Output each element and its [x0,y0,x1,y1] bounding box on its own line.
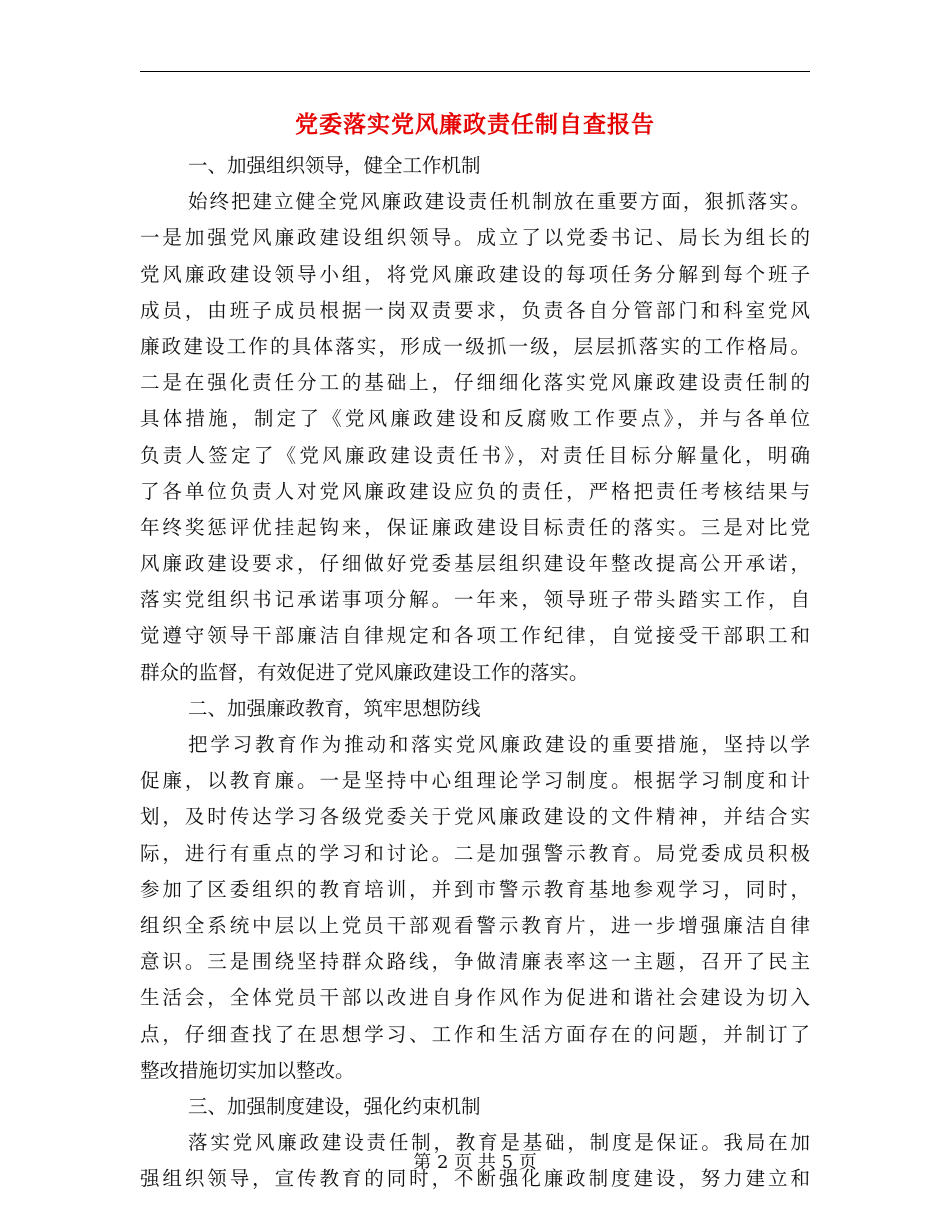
paragraph-line: 负责人签定了《党风廉政建设责任书》，对责任目标分解量化，明确 [140,443,810,467]
paragraph-line: 风廉政建设要求，仔细做好党委基层组织建设年整改提高公开承诺， [140,552,810,576]
section-heading: 二、加强廉政教育，筑牢思想防线 [188,696,481,720]
paragraph-line: 始终把建立健全党风廉政建设责任机制放在重要方面，狠抓落实。 [188,190,810,214]
paragraph-line: 促廉，以教育廉。一是坚持中心组理论学习制度。根据学习制度和计 [140,769,810,793]
paragraph-line: 二是在强化责任分工的基础上，仔细细化落实党风廉政建设责任制的 [140,371,810,395]
paragraph-line: 了各单位负责人对党风廉政建设应负的责任，严格把责任考核结果与 [140,479,810,503]
paragraph-line: 落实党风廉政建设责任制，教育是基础，制度是保证。我局在加 [188,1131,810,1155]
paragraph-line: 党风廉政建设领导小组，将党风廉政建设的每项任务分解到每个班子 [140,262,810,286]
paragraph-line: 参加了区委组织的教育培训，并到市警示教育基地参观学习，同时， [140,877,810,901]
paragraph-line: 意识。三是围绕坚持群众路线，争做清廉表率这一主题，召开了民主 [140,950,810,974]
paragraph-line: 组织全系统中层以上党员干部观看警示教育片，进一步增强廉洁自律 [140,913,810,937]
header-rule [140,71,810,72]
paragraph-line: 廉政建设工作的具体落实，形成一级抓一级，层层抓落实的工作格局。 [140,334,810,358]
section-heading: 一、加强组织领导，健全工作机制 [188,154,481,177]
paragraph-line: 把学习教育作为推动和落实党风廉政建设的重要措施，坚持以学 [188,733,810,756]
page-number-label: 第 2 页 共 5 页 [413,1152,537,1173]
page-footer [0,1150,950,1176]
document-body [140,148,810,1197]
document-title: 党委落实党风廉政责任制自查报告 [295,111,655,138]
paragraph-line: 具体措施，制定了《党风廉政建设和反腐败工作要点》，并与各单位 [140,407,810,431]
paragraph-line: 强组织领导，宣传教育的同时，不断强化廉政制度建设，努力建立和 [140,1167,810,1191]
paragraph-line: 觉遵守领导干部廉洁自律规定和各项工作纪律，自觉接受干部职工和 [140,624,810,648]
paragraph-line: 点，仔细查找了在思想学习、工作和生活方面存在的问题，并制订了 [140,1022,810,1046]
paragraph-line: 划，及时传达学习各级党委关于党风廉政建设的文件精神，并结合实 [140,805,810,829]
paragraph-line: 一是加强党风廉政建设组织领导。成立了以党委书记、局长为组长的 [140,226,810,250]
paragraph-line: 整改措施切实加以整改。 [140,1058,355,1082]
paragraph-line: 群众的监督，有效促进了党风廉政建设工作的落实。 [140,660,589,684]
paragraph-line: 际，进行有重点的学习和讨论。二是加强警示教育。局党委成员积极 [140,841,810,865]
section-heading: 三、加强制度建设，强化约束机制 [188,1094,481,1118]
paragraph-line: 落实党组织书记承诺事项分解。一年来，领导班子带头踏实工作，自 [140,588,810,612]
paragraph-line: 生活会，全体党员干部以改进自身作风作为促进和谐社会建设为切入 [140,986,810,1010]
paragraph-line: 年终奖惩评优挂起钩来，保证廉政建设目标责任的落实。三是对比党 [140,515,810,539]
paragraph-line: 成员，由班子成员根据一岗双责要求，负责各自分管部门和科室党风 [140,298,810,322]
